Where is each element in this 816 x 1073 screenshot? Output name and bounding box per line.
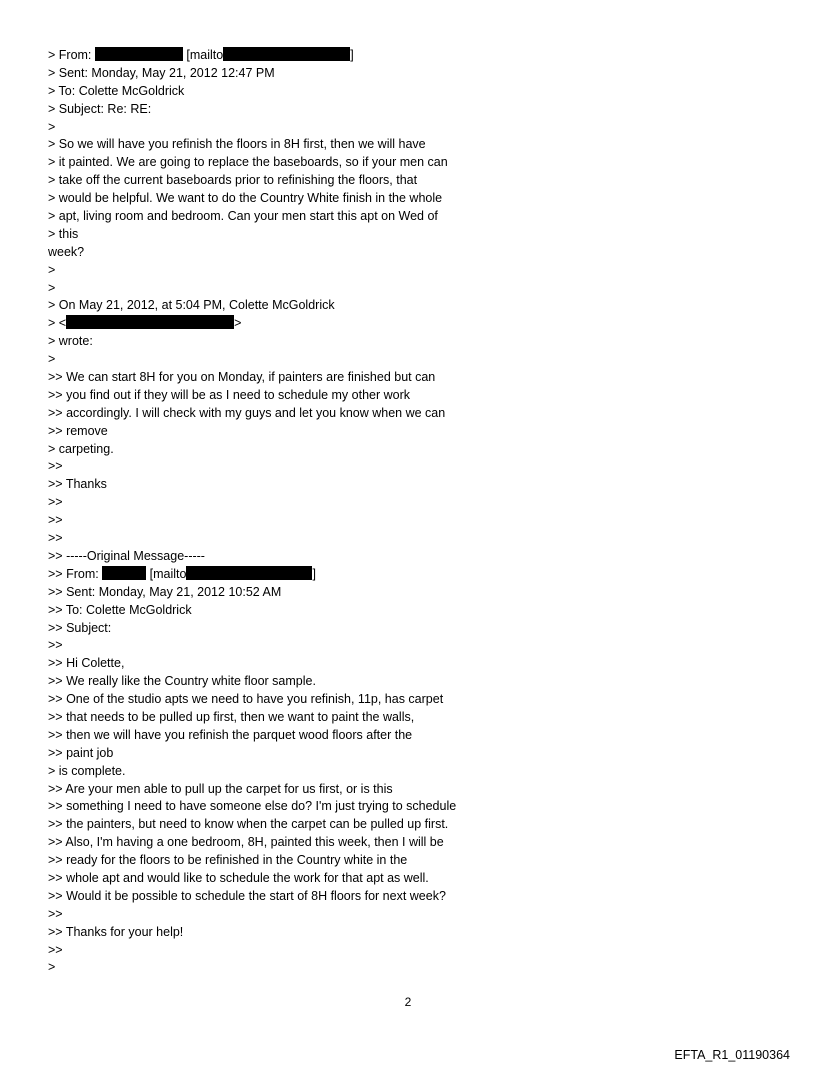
- body-line: >> you find out if they will be as I need to schedule my other work: [48, 387, 411, 402]
- body-line: >> Also, I'm having a one bedroom, 8H, painted this week, then I will be: [48, 835, 444, 850]
- body-line: > apt, living room and bedroom. Can your men start this apt on Wed of: [48, 209, 438, 224]
- body-line: >> paint job: [48, 745, 114, 760]
- redaction-bar: [223, 47, 350, 61]
- bates-number: EFTA_R1_01190364: [674, 1048, 790, 1062]
- quote-line: >: [48, 960, 56, 975]
- reply-wrote: > wrote:: [48, 334, 93, 349]
- reply-header: > On May 21, 2012, at 5:04 PM, Colette McGoldrick: [48, 298, 335, 313]
- body-line: >> ready for the floors to be refinished in the Country white in the: [48, 853, 408, 868]
- header-from: > From: [mailto ]: [48, 48, 354, 62]
- body-line: >> Thanks for your help!: [48, 924, 184, 939]
- body-line: >> Would it be possible to schedule the start of 8H floors for next week?: [48, 888, 446, 903]
- body-line: >> We can start 8H for you on Monday, if painters are finished but can: [48, 370, 436, 385]
- body-line: >> remove: [48, 423, 108, 438]
- body-line: >> something I need to have someone else do? I'm just trying to schedule: [48, 799, 457, 814]
- body-line: > it painted. We are going to replace the baseboards, so if your men can: [48, 155, 448, 170]
- quote-line: >>: [48, 638, 63, 653]
- quote-line: >>: [48, 942, 63, 957]
- body-line: > would be helpful. We want to do the Country White finish in the whole: [48, 191, 443, 206]
- quote-line: >: [48, 352, 56, 367]
- header-to: > To: Colette McGoldrick: [48, 83, 185, 98]
- body-line: >> the painters, but need to know when the carpet can be pulled up first.: [48, 817, 449, 832]
- header-subject: > Subject: Re: RE:: [48, 101, 152, 116]
- original-message-divider: >> -----Original Message-----: [48, 548, 205, 563]
- body-line: >> One of the studio apts we need to have you refinish, 11p, has carpet: [48, 692, 444, 707]
- quote-line: >: [48, 280, 56, 295]
- body-line: > So we will have you refinish the floors in 8H first, then we will have: [48, 137, 426, 152]
- body-line: > this: [48, 226, 79, 241]
- redaction-bar: [102, 566, 146, 580]
- body-line: >> Hi Colette,: [48, 656, 125, 671]
- body-line: >> Thanks: [48, 477, 107, 492]
- body-line: > is complete.: [48, 763, 126, 778]
- quote-line: >: [48, 119, 56, 134]
- body-line: >> Are your men able to pull up the carpet for us first, or is this: [48, 781, 393, 796]
- quote-line: >>: [48, 906, 63, 921]
- original-to: >> To: Colette McGoldrick: [48, 602, 192, 617]
- redaction-bar: [66, 315, 234, 329]
- redaction-bar: [95, 47, 183, 61]
- header-sent: > Sent: Monday, May 21, 2012 12:47 PM: [48, 65, 275, 80]
- page-number: 2: [404, 995, 412, 1009]
- quote-line: >>: [48, 495, 63, 510]
- body-line: >> then we will have you refinish the parquet wood floors after the: [48, 727, 413, 742]
- body-line: week?: [48, 244, 85, 259]
- redaction-bar: [186, 566, 312, 580]
- quote-line: >>: [48, 459, 63, 474]
- body-line: >> accordingly. I will check with my guys and let you know when we can: [48, 405, 446, 420]
- body-line: > carpeting.: [48, 441, 114, 456]
- quote-line: >>: [48, 531, 63, 546]
- reply-email-line: > < >: [48, 316, 242, 331]
- body-line: > take off the current baseboards prior to refinishing the floors, that: [48, 173, 418, 188]
- body-line: >> We really like the Country white floor sample.: [48, 674, 316, 689]
- quote-line: >>: [48, 513, 63, 528]
- body-line: >> whole apt and would like to schedule the work for that apt as well.: [48, 870, 429, 885]
- email-thread: [48, 47, 456, 977]
- body-line: >> that needs to be pulled up first, then we want to paint the walls,: [48, 709, 415, 724]
- original-sent: >> Sent: Monday, May 21, 2012 10:52 AM: [48, 584, 282, 599]
- original-subject: >> Subject:: [48, 620, 112, 635]
- quote-line: >: [48, 262, 56, 277]
- original-from: >> From: [mailto ]: [48, 566, 316, 581]
